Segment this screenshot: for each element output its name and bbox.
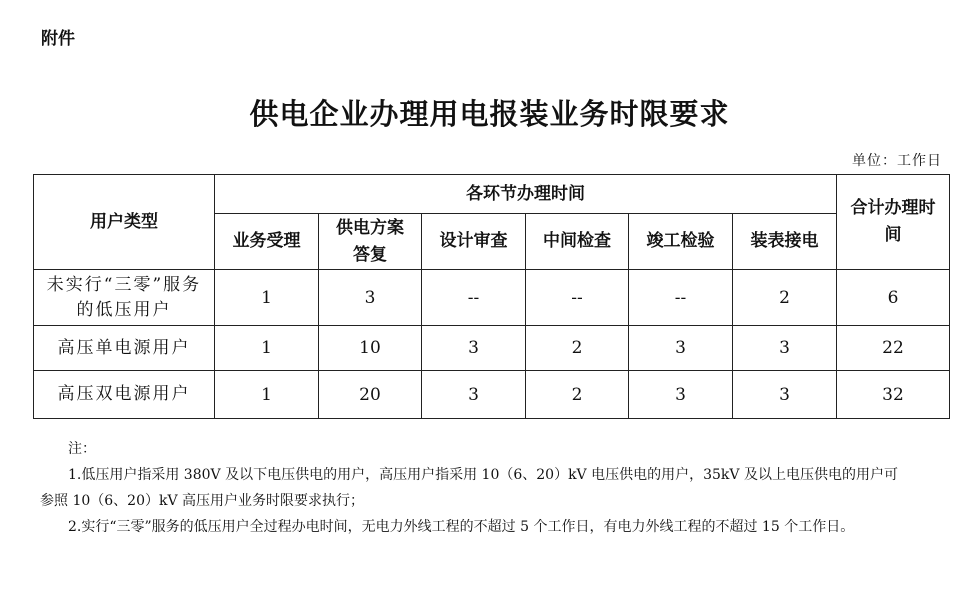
attachment-label: 附件 [41, 29, 75, 49]
note-2: 2.实行“三零”服务的低压用户全过程办电时间，无电力外线工程的不超过 5 个工作日，有电力外线工程的不超过 15 个工作日。 [68, 519, 855, 535]
header-stage-1: 业务受理 [215, 214, 319, 270]
header-stage-4: 中间检查 [526, 214, 629, 270]
notes-heading: 注： [68, 441, 96, 457]
notes-section [40, 436, 945, 540]
table-cell: 3 [733, 326, 837, 371]
table-row [34, 371, 950, 419]
row-user-type: 高压双电源用户 [34, 371, 215, 419]
table-cell: 1 [215, 270, 319, 326]
row-user-type: 高压单电源用户 [34, 326, 215, 371]
header-stages: 各环节办理时间 [215, 175, 837, 214]
header-stage-5: 竣工检验 [629, 214, 733, 270]
table-row [34, 270, 950, 326]
row-total: 6 [837, 270, 950, 326]
time-limit-table [33, 174, 950, 419]
note-1-line-1: 1.低压用户指采用 380V 及以下电压供电的用户，高压用户指采用 10（6、20）kV 电压供电的用户，35kV 及以上电压供电的用户可 [68, 467, 898, 483]
table-cell: -- [526, 270, 629, 326]
table-cell: 1 [215, 326, 319, 371]
header-row-1 [34, 175, 950, 214]
header-user-type: 用户类型 [34, 175, 215, 270]
table-cell: 10 [319, 326, 422, 371]
table-cell: 3 [629, 371, 733, 419]
document-title: 供电企业办理用电报装业务时限要求 [249, 97, 730, 131]
row-user-type: 未实行“三零”服务的低压用户 [34, 270, 215, 326]
note-1-line-2: 参照 10（6、20）kV 高压用户业务时限要求执行； [40, 493, 365, 509]
table-row [34, 326, 950, 371]
header-stage-3: 设计审查 [422, 214, 526, 270]
table-cell: -- [422, 270, 526, 326]
unit-label: 单位：工作日 [852, 153, 942, 169]
header-stage-2: 供电方案答复 [319, 214, 422, 270]
row-total: 22 [837, 326, 950, 371]
table-cell: 20 [319, 371, 422, 419]
table-cell: 2 [526, 371, 629, 419]
row-total: 32 [837, 371, 950, 419]
table-cell: 2 [733, 270, 837, 326]
table-cell: 1 [215, 371, 319, 419]
table-cell: 3 [319, 270, 422, 326]
header-total: 合计办理时间 [837, 175, 950, 270]
header-stage-6: 装表接电 [733, 214, 837, 270]
table-cell: 3 [422, 326, 526, 371]
table-cell: -- [629, 270, 733, 326]
table-cell: 3 [733, 371, 837, 419]
table-cell: 3 [629, 326, 733, 371]
table-cell: 3 [422, 371, 526, 419]
table-cell: 2 [526, 326, 629, 371]
